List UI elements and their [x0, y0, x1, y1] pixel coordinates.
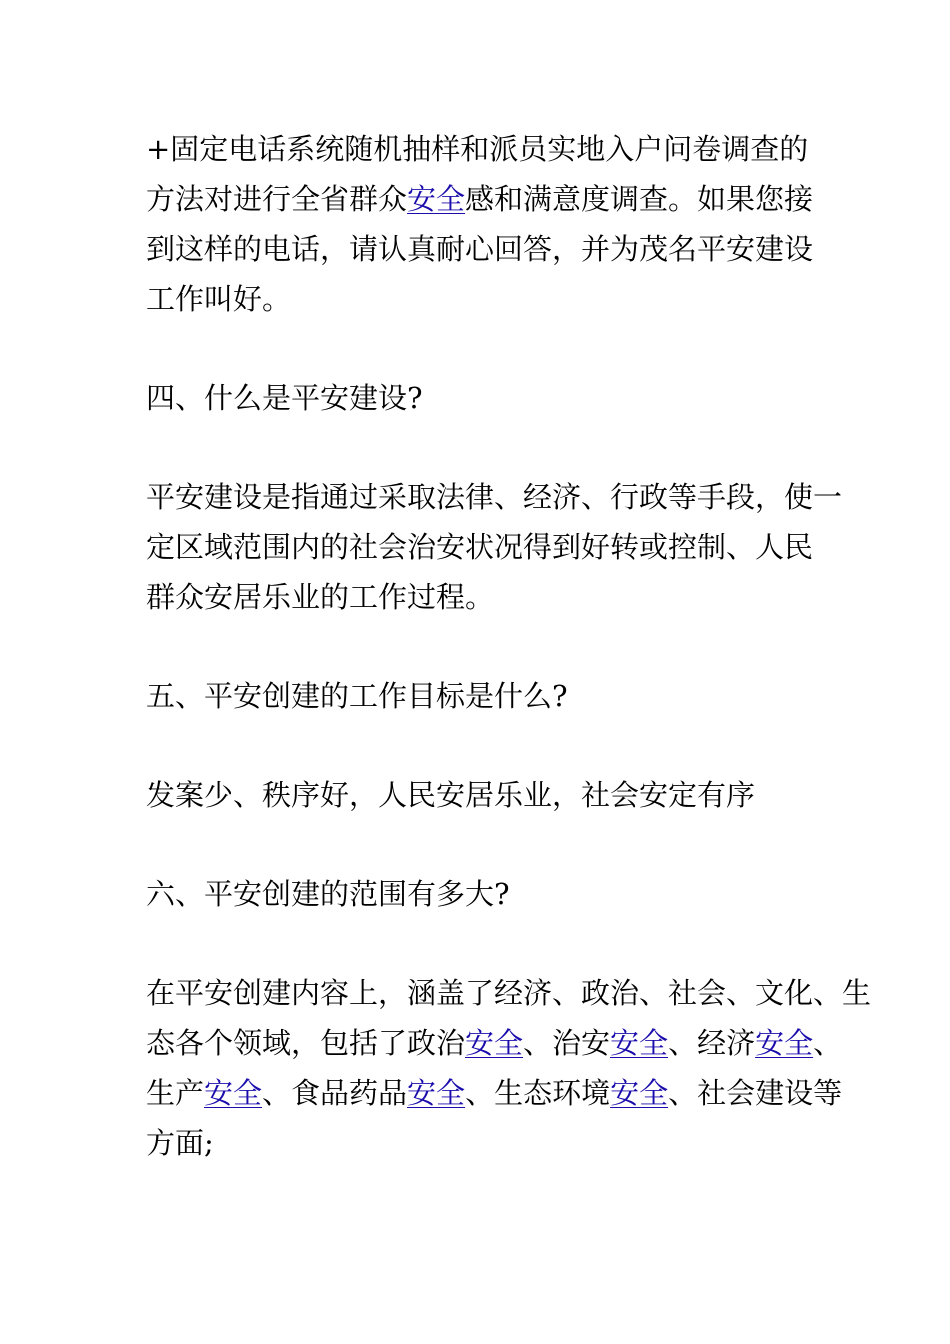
paragraph-goal — [146, 770, 810, 820]
text-segment: 感和满意度调查。如果您接 — [465, 182, 814, 216]
text-line: 平安建设是指通过采取法律、经济、行政等手段，使一 — [146, 480, 843, 514]
heading-what-is-ping-an — [146, 373, 810, 423]
text-segment: 、食品药品 — [262, 1076, 408, 1110]
text-segment: 、社会建设等 — [668, 1076, 843, 1110]
anquan-link[interactable]: 安全 — [407, 1076, 466, 1110]
paragraph-definition — [146, 472, 843, 622]
text-line: 群众安居乐业的工作过程。 — [146, 580, 495, 614]
text-segment: 、治安 — [523, 1026, 611, 1060]
text-segment: 方法对进行全省群众 — [146, 182, 408, 216]
text-line: 到这样的电话，请认真耐心回答，并为茂名平安建设 — [146, 232, 814, 266]
paragraph-gap — [146, 919, 810, 968]
text-line: 定区域范围内的社会治安状况得到好转或控制、人民 — [146, 530, 814, 564]
anquan-link[interactable]: 安全 — [204, 1076, 263, 1110]
heading-work-goal — [146, 671, 810, 721]
anquan-link[interactable]: 安全 — [755, 1026, 814, 1060]
text-line: 发案少、秩序好，人民安居乐业，社会安定有序 — [146, 778, 756, 812]
text-line: +固定电话系统随机抽样和派员实地入户问卷调查的 — [146, 132, 809, 166]
text-segment: 、经济 — [668, 1026, 756, 1060]
text-line: 方面; — [146, 1126, 214, 1160]
section-heading: 五、平安创建的工作目标是什么? — [146, 679, 568, 713]
anquan-link[interactable]: 安全 — [610, 1026, 669, 1060]
section-heading: 四、什么是平安建设? — [146, 381, 423, 415]
paragraph-gap — [146, 622, 810, 671]
paragraph-gap — [146, 721, 810, 770]
text-line: 在平安创建内容上，涵盖了经济、政治、社会、文化、生 — [146, 976, 872, 1010]
text-line — [146, 174, 814, 224]
paragraph-survey-method — [146, 124, 814, 324]
paragraph-gap — [146, 423, 810, 472]
text-segment: 态各个领域，包括了政治 — [146, 1026, 466, 1060]
paragraph-gap — [146, 324, 810, 373]
paragraph-gap — [146, 820, 810, 869]
paragraph-scope — [146, 968, 872, 1168]
text-line: 工作叫好。 — [146, 282, 292, 316]
section-heading: 六、平安创建的范围有多大? — [146, 877, 510, 911]
text-segment: 、生态环境 — [465, 1076, 611, 1110]
text-segment: 、 — [813, 1026, 843, 1060]
anquan-link[interactable]: 安全 — [465, 1026, 524, 1060]
anquan-link[interactable]: 安全 — [407, 182, 466, 216]
heading-scope — [146, 869, 810, 919]
document-body — [146, 124, 872, 1168]
text-line — [146, 1068, 843, 1118]
anquan-link[interactable]: 安全 — [610, 1076, 669, 1110]
text-segment: 生产 — [146, 1076, 205, 1110]
text-line — [146, 1018, 843, 1068]
